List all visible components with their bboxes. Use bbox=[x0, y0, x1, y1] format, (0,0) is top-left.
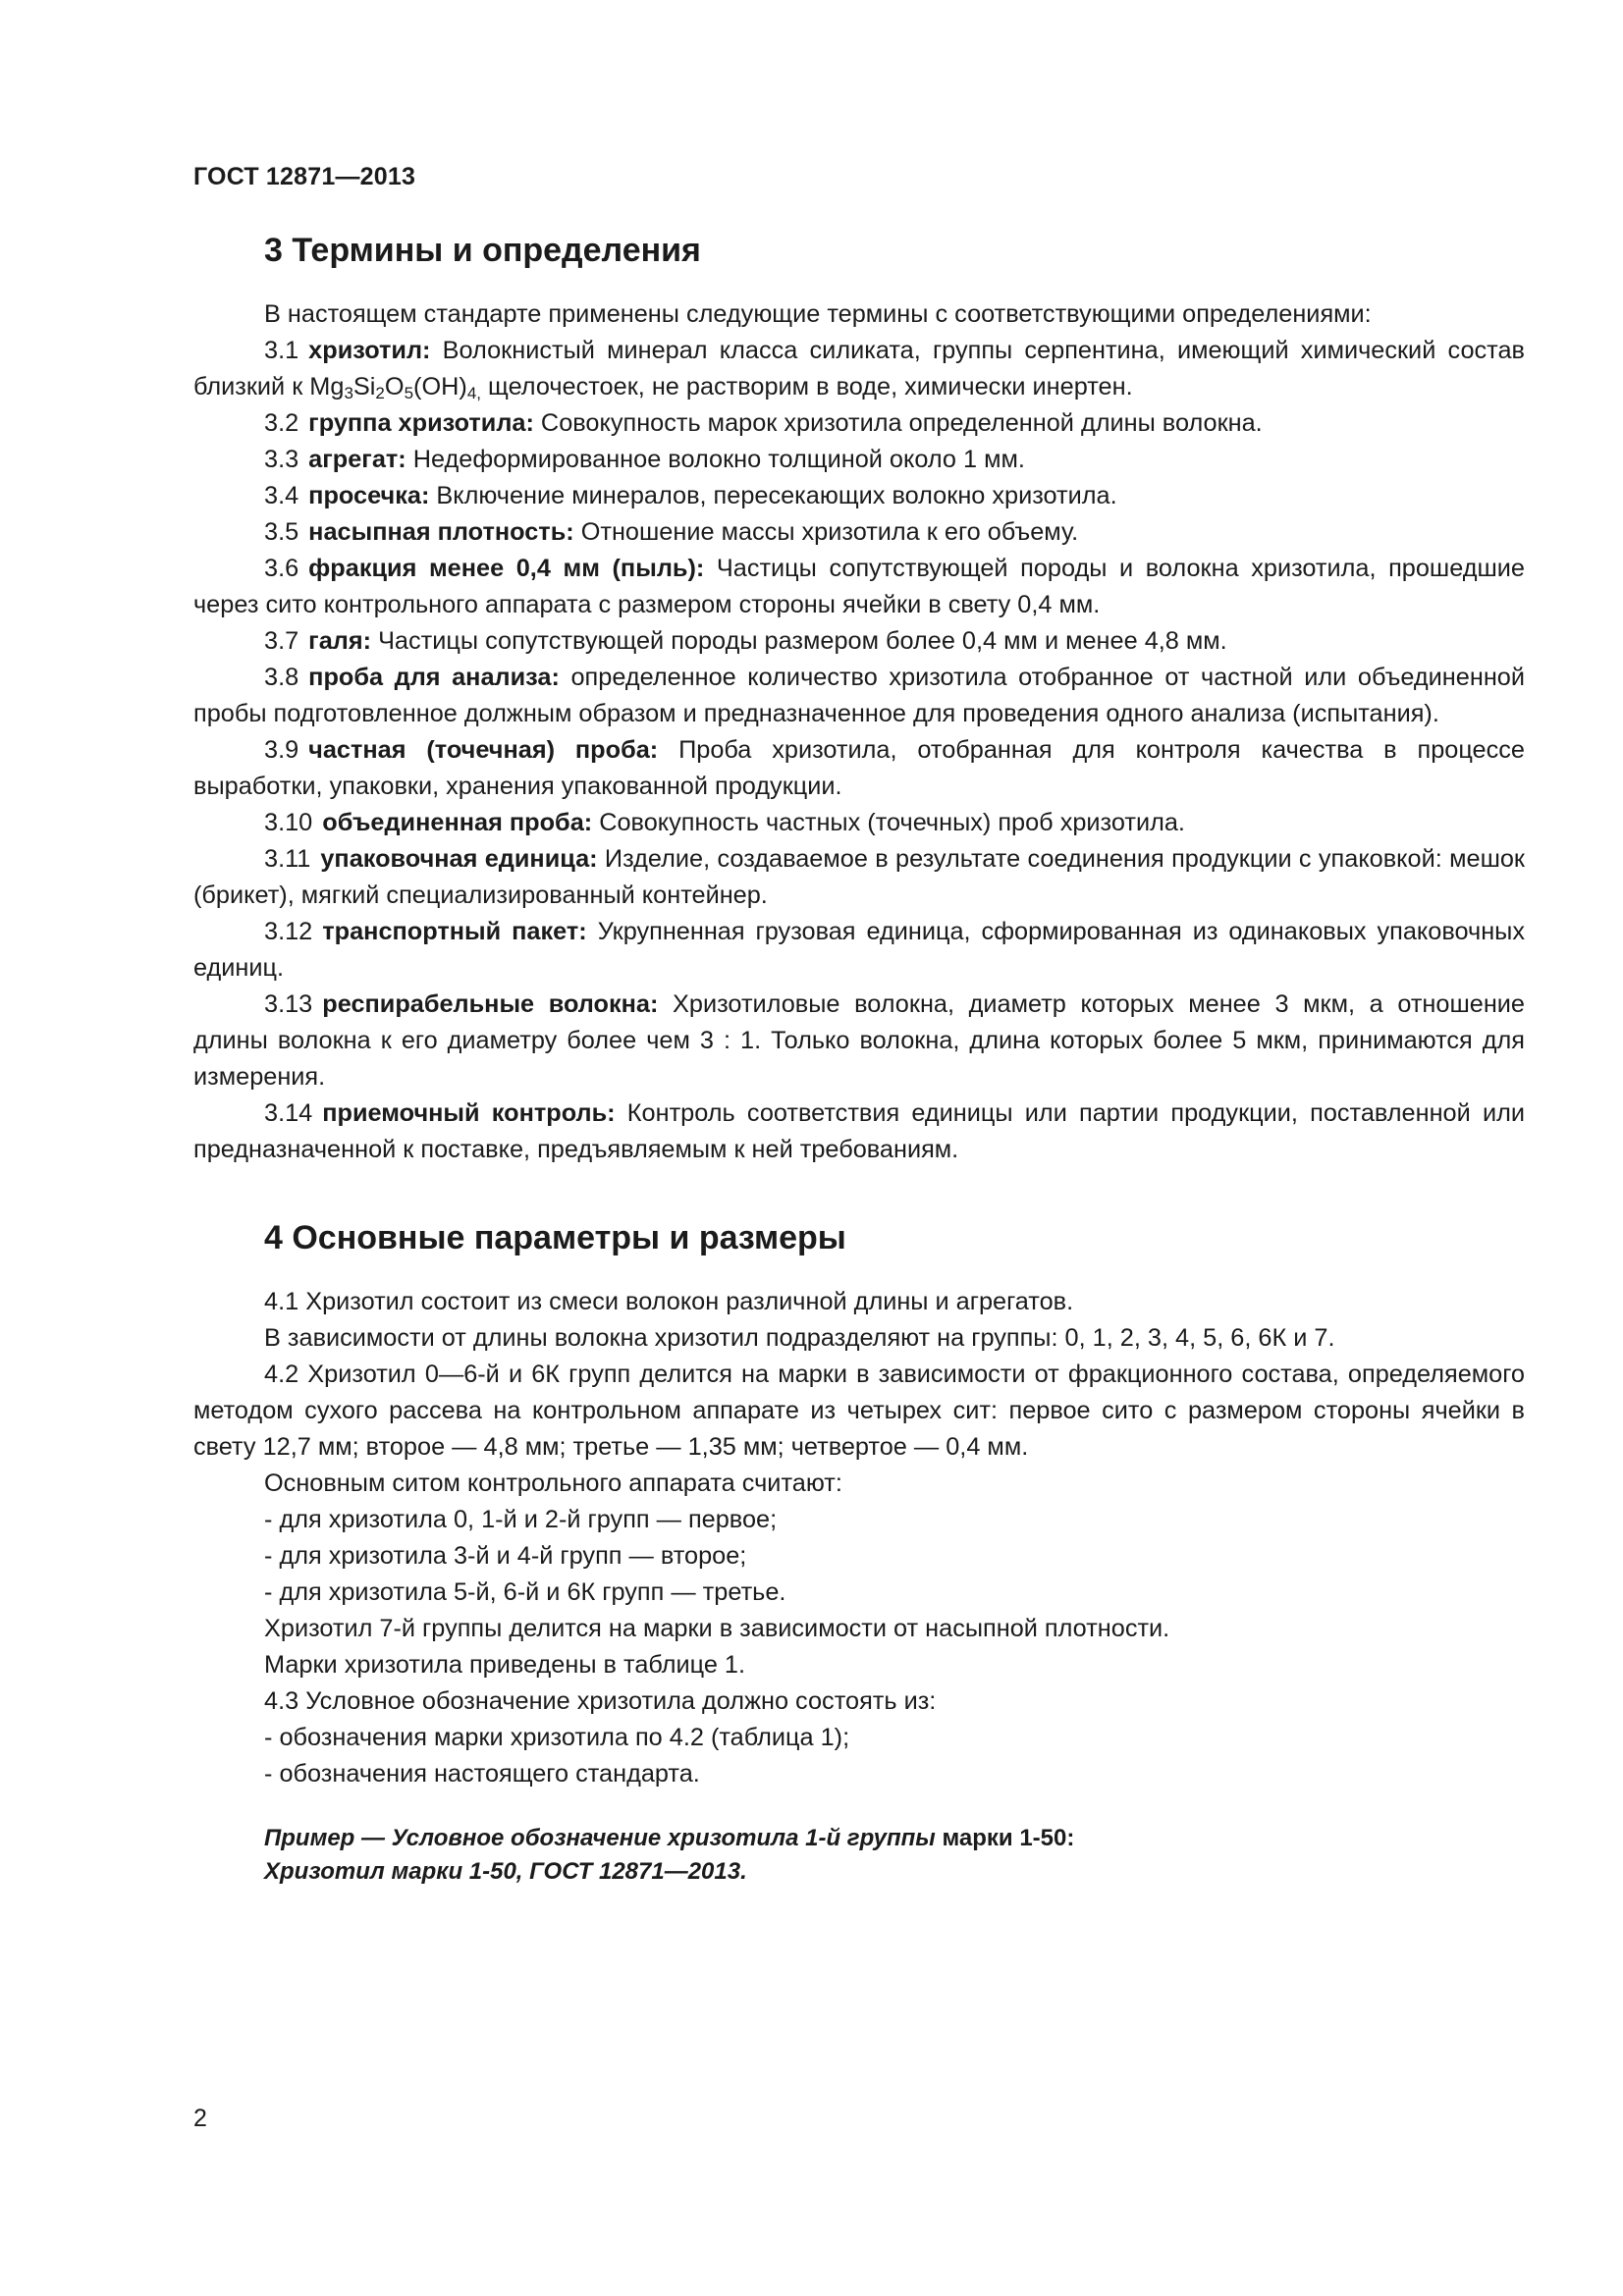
list-item: - для хризотила 0, 1-й и 2-й групп — первое; bbox=[264, 1506, 778, 1533]
section-4-paragraph: В зависимости от длины волокна хризотил подразделяют на группы: 0, 1, 2, 3, 4, 5, 6, 6К и 7. bbox=[264, 1324, 1335, 1352]
term-number: 3.3 bbox=[264, 446, 299, 473]
term-entry bbox=[193, 623, 1525, 660]
term-entry bbox=[193, 987, 1525, 1095]
term-number: 3.7 bbox=[264, 627, 299, 655]
term-entry bbox=[193, 478, 1525, 514]
term-entry bbox=[193, 405, 1525, 442]
example-grade: марки 1-50: bbox=[935, 1825, 1075, 1851]
example-line-2: Хризотил марки 1-50, ГОСТ 12871—2013. bbox=[264, 1858, 747, 1885]
example-line-1 bbox=[264, 1822, 1525, 1855]
term-number: 3.9 bbox=[264, 736, 299, 764]
term-definition: определенное количество хризотила отобранное от частной или объединенной пробы подготовленное должным образом и предназначенное для проведения одного анализа (испытания). bbox=[193, 664, 1525, 727]
term-definition: Контроль соответствия единицы или партии продукции, поставленной или предназначенной к поставке, предъявляемым к ней требованиям. bbox=[193, 1099, 1525, 1163]
term-entry bbox=[193, 442, 1525, 478]
example-label: Пример — Условное обозначение хризотила 1-й группы bbox=[264, 1825, 936, 1851]
term-definition: Хризотиловые волокна, диаметр которых менее 3 мкм, а отношение длины волокна к его диаметру более чем 3 : 1. Только волокна, длина которых более 5 мкм, принимаются для измерения. bbox=[193, 990, 1525, 1091]
list-item: - для хризотила 3-й и 4-й групп — второе; bbox=[264, 1542, 747, 1570]
term-number: 3.13 bbox=[264, 990, 313, 1018]
list-item: - обозначения марки хризотила по 4.2 (таблица 1); bbox=[264, 1724, 850, 1751]
term-number: 3.10 bbox=[264, 809, 313, 836]
term-name: фракция менее 0,4 мм (пыль): bbox=[308, 555, 705, 582]
term-number: 3.2 bbox=[264, 409, 299, 437]
term-name: объединенная проба: bbox=[322, 809, 593, 836]
term-name: агрегат: bbox=[308, 446, 406, 473]
term-entry bbox=[193, 914, 1525, 987]
term-number: 3.6 bbox=[264, 555, 299, 582]
term-definition: (OH) bbox=[413, 373, 467, 400]
term-definition: Включение минералов, пересекающих волокно хризотила. bbox=[429, 482, 1117, 509]
example-block bbox=[264, 1822, 1525, 1889]
term-number: 3.11 bbox=[264, 845, 311, 873]
term-definition: Недеформированное волокно толщиной около 1 мм. bbox=[406, 446, 1025, 473]
term-definition: Изделие, создаваемое в результате соединения продукции с упаковкой: мешок (брикет), мягкий специализированный контейнер. bbox=[193, 845, 1525, 909]
subscript: 4, bbox=[466, 384, 482, 402]
term-name: частная (точечная) проба: bbox=[308, 736, 659, 764]
document-code: ГОСТ 12871—2013 bbox=[193, 163, 416, 190]
section-4-title: 4 Основные параметры и размеры bbox=[264, 1219, 846, 1256]
term-definition: Проба хризотила, отобранная для контроля качества в процессе выработки, упаковки, хранения упакованной продукции. bbox=[193, 736, 1525, 800]
term-number: 3.12 bbox=[264, 918, 313, 945]
term-entry bbox=[193, 841, 1525, 914]
subscript: 3 bbox=[344, 384, 353, 402]
section-4-paragraph: Марки хризотила приведены в таблице 1. bbox=[264, 1651, 746, 1679]
term-entry bbox=[193, 514, 1525, 551]
term-definition: Совокупность частных (точечных) проб хризотила. bbox=[592, 809, 1185, 836]
term-definition: Совокупность марок хризотила определенной длины волокна. bbox=[533, 409, 1263, 437]
term-definition: Отношение массы хризотила к его объему. bbox=[573, 518, 1079, 546]
section-4-paragraph: 4.1 Хризотил состоит из смеси волокон различной длины и агрегатов. bbox=[264, 1288, 1074, 1315]
term-entry bbox=[193, 732, 1525, 805]
term-definition: Si bbox=[352, 373, 376, 400]
term-definition: Частицы сопутствующей породы размером более 0,4 мм и менее 4,8 мм. bbox=[371, 627, 1227, 655]
page-number: 2 bbox=[193, 2105, 207, 2132]
term-name: галя: bbox=[308, 627, 372, 655]
term-number: 3.14 bbox=[264, 1099, 313, 1127]
term-name: приемочный контроль: bbox=[322, 1099, 616, 1127]
term-name: группа хризотила: bbox=[308, 409, 534, 437]
section-4-paragraph: Хризотил 7-й группы делится на марки в зависимости от насыпной плотности. bbox=[264, 1615, 1170, 1642]
term-3-1 bbox=[193, 333, 1525, 405]
section-4-paragraph: Основным ситом контрольного аппарата считают: bbox=[264, 1469, 842, 1497]
term-entry bbox=[193, 805, 1525, 841]
term-name: проба для анализа: bbox=[308, 664, 560, 691]
term-definition: Укрупненная грузовая единица, сформированная из одинаковых упаковочных единиц. bbox=[193, 918, 1525, 982]
subscript: 2 bbox=[375, 384, 385, 402]
term-number: 3.8 bbox=[264, 664, 299, 691]
term-name: транспортный пакет: bbox=[322, 918, 587, 945]
term-entry bbox=[193, 1095, 1525, 1168]
terms-list bbox=[193, 405, 1525, 1168]
term-definition: O bbox=[384, 373, 405, 400]
term-name: респирабельные волокна: bbox=[322, 990, 659, 1018]
term-entry bbox=[193, 551, 1525, 623]
term-name: хризотил: bbox=[308, 337, 431, 364]
list-item: - для хризотила 5-й, 6-й и 6К групп — третье. bbox=[264, 1578, 786, 1606]
term-definition: Частицы сопутствующей породы и волокна хризотила, прошедшие через сито контрольного аппарата с размером стороны ячейки в свету 0,4 мм. bbox=[193, 555, 1525, 618]
list-item: - обозначения настоящего стандарта. bbox=[264, 1760, 700, 1788]
subscript: 5 bbox=[404, 384, 414, 402]
section-3-intro: В настоящем стандарте применены следующие термины с соответствующими определениями: bbox=[264, 300, 1372, 328]
section-3-title: 3 Термины и определения bbox=[264, 232, 701, 269]
term-definition: щелочестоек, не растворим в воде, химически инертен. bbox=[481, 373, 1133, 400]
section-4-paragraph: 4.2 Хризотил 0—6-й и 6К групп делится на марки в зависимости от фракционного состава, определяемого методом сухого рассева на контрольном аппарате из четырех сит: первое сито с размером стороны ячейки в свету 12,7 мм; второе — 4,8 мм; третье — 1,35 мм; четвертое — 0,4 мм. bbox=[193, 1361, 1525, 1461]
term-number: 3.5 bbox=[264, 518, 299, 546]
term-entry bbox=[193, 660, 1525, 732]
term-name: упаковочная единица: bbox=[320, 845, 598, 873]
document-body bbox=[193, 228, 1525, 1889]
term-name: насыпная плотность: bbox=[308, 518, 574, 546]
term-definition: Волокнистый минерал класса силиката, группы серпентина, имеющий химический состав близкий к Mg bbox=[193, 337, 1525, 400]
term-number: 3.4 bbox=[264, 482, 299, 509]
section-4-paragraph: 4.3 Условное обозначение хризотила должно состоять из: bbox=[264, 1687, 937, 1715]
term-number: 3.1 bbox=[264, 337, 299, 364]
term-name: просечка: bbox=[308, 482, 430, 509]
